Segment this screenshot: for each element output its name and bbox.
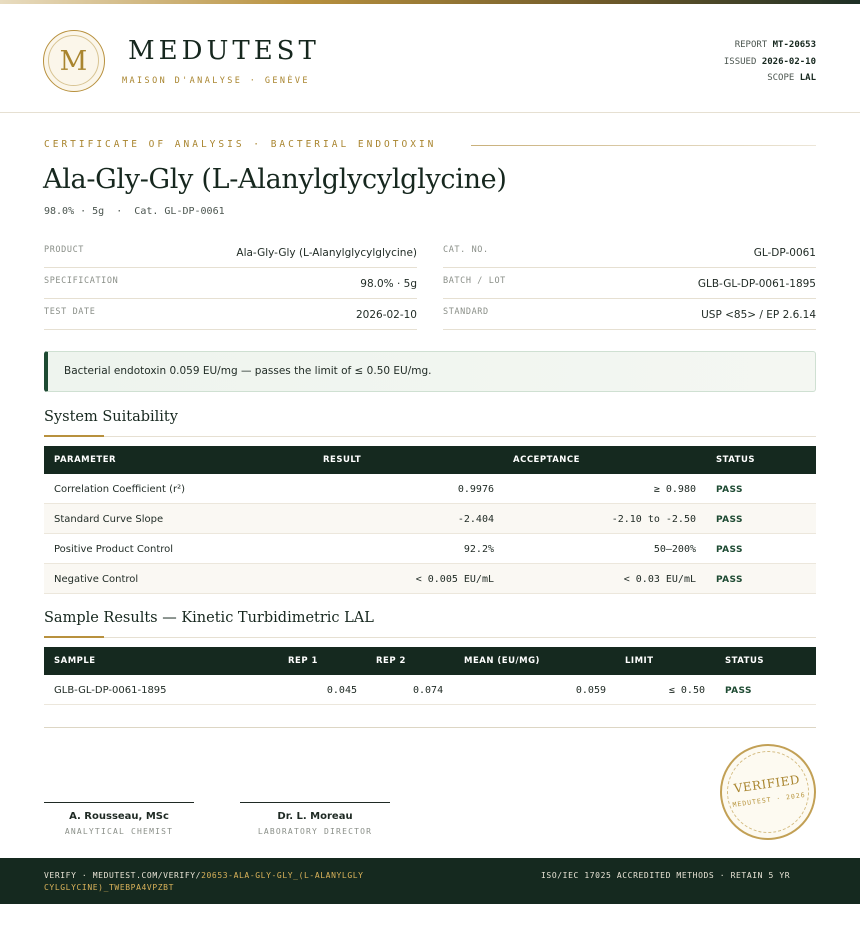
samples-section-title: Sample Results — Kinetic Turbidimetric LAL — [44, 610, 374, 626]
page-subtitle: 98.0% · 5g · Cat. GL-DP-0061 — [44, 206, 225, 217]
cell-result: < 0.005 EU/mL — [415, 574, 494, 585]
table-row — [44, 474, 816, 504]
column-header: STATUS — [716, 455, 756, 465]
cell-acceptance: -2.10 to -2.50 — [611, 514, 696, 525]
signature-name: Dr. L. Moreau — [277, 811, 353, 822]
report-meta — [724, 37, 816, 87]
signature-block — [44, 802, 194, 836]
info-value: 98.0% · 5g — [360, 278, 417, 290]
info-row — [44, 299, 417, 330]
verified-seal — [714, 738, 822, 846]
samples-table — [44, 647, 816, 705]
cell-parameter: Standard Curve Slope — [54, 514, 164, 525]
verify-code: 20653-ALA-GLY-GLY_(L-ALANYLGLYCYLGLYCINE)_TWEBPA4VPZBT — [44, 871, 364, 892]
info-row — [44, 268, 417, 299]
suitability-section-title: System Suitability — [44, 409, 178, 425]
result-banner — [44, 351, 816, 392]
column-header: RESULT — [323, 455, 362, 465]
document-kicker: CERTIFICATE OF ANALYSIS · BACTERIAL ENDOTOXIN — [44, 139, 437, 150]
status-badge: PASS — [716, 515, 743, 525]
cell-parameter: Correlation Coefficient (r²) — [54, 484, 186, 495]
table-row — [44, 675, 816, 705]
column-header: PARAMETER — [54, 455, 117, 465]
info-value: USP <85> / EP 2.6.14 — [701, 309, 816, 321]
signature-block — [240, 802, 390, 836]
info-label: PRODUCT — [44, 245, 85, 255]
kicker-divider — [471, 145, 816, 146]
brand-logo — [43, 30, 105, 92]
info-label: TEST DATE — [44, 307, 96, 317]
status-badge: PASS — [725, 686, 752, 696]
section-accent — [44, 636, 104, 638]
cell-result: 0.9976 — [457, 484, 494, 495]
verify-prefix: VERIFY · MEDUTEST.COM/VERIFY/ — [44, 871, 202, 880]
column-header: REP 2 — [376, 656, 406, 666]
column-header: REP 1 — [288, 656, 318, 666]
column-header: SAMPLE — [54, 656, 96, 666]
column-header: STATUS — [725, 656, 765, 666]
cell-sample: GLB-GL-DP-0061-1895 — [54, 685, 167, 696]
seal-text: VERIFIED — [732, 772, 801, 796]
info-value: 2026-02-10 — [355, 309, 417, 321]
page-footer — [0, 858, 860, 904]
info-row — [443, 299, 816, 330]
info-label: CAT. NO. — [443, 245, 489, 255]
cell-result: -2.404 — [457, 514, 494, 525]
cell-acceptance: 50–200% — [653, 544, 696, 555]
section-divider — [44, 436, 816, 437]
table-header — [44, 647, 816, 675]
cell-mean: 0.059 — [575, 685, 606, 696]
cell-parameter: Positive Product Control — [54, 544, 174, 555]
page-title: Ala-Gly-Gly (L-Alanylglycylglycine) — [43, 164, 507, 195]
cell-result: 92.2% — [463, 544, 494, 555]
cell-rep2: 0.074 — [413, 685, 444, 696]
column-header: MEAN (EU/MG) — [464, 656, 540, 666]
signature-name: A. Rousseau, MSc — [69, 811, 169, 822]
status-badge: PASS — [716, 485, 743, 495]
info-grid-left — [44, 237, 417, 330]
section-divider — [44, 637, 816, 638]
info-value: Ala-Gly-Gly (L-Alanylglycylglycine) — [236, 247, 417, 259]
cell-acceptance: < 0.03 EU/mL — [623, 574, 696, 585]
status-badge: PASS — [716, 575, 743, 585]
info-value: GL-DP-0061 — [753, 247, 816, 259]
column-header: ACCEPTANCE — [513, 455, 580, 465]
suitability-table — [44, 446, 816, 594]
brand-tagline: MAISON D'ANALYSE · GENÈVE — [122, 76, 310, 86]
footer-note: ISO/IEC 17025 ACCREDITED METHODS · RETAIN 5 YR — [541, 871, 791, 880]
info-row — [443, 268, 816, 299]
signature-role: ANALYTICAL CHEMIST — [64, 827, 174, 836]
info-label: BATCH / LOT — [443, 276, 506, 286]
status-badge: PASS — [716, 545, 743, 555]
info-row — [443, 237, 816, 268]
table-row — [44, 564, 816, 594]
logo-letter: M — [48, 35, 99, 86]
info-label: STANDARD — [443, 307, 489, 317]
info-label: SPECIFICATION — [44, 276, 119, 286]
info-grid-right — [443, 237, 816, 330]
seal-subtext: MEDUTEST · 2026 — [732, 790, 807, 810]
signature-divider — [44, 727, 816, 728]
cell-limit: ≤ 0.50 — [668, 685, 705, 696]
result-banner-text: Bacterial endotoxin 0.059 EU/mg — passes the limit of ≤ 0.50 EU/mg. — [64, 365, 432, 377]
meta-report: REPORT MT-20653 — [734, 40, 816, 50]
table-row — [44, 534, 816, 564]
report-header — [0, 4, 860, 113]
verify-link[interactable] — [44, 870, 364, 894]
info-value: GLB-GL-DP-0061-1895 — [697, 278, 816, 290]
cell-rep1: 0.045 — [326, 685, 357, 696]
info-row — [44, 237, 417, 268]
table-header — [44, 446, 816, 474]
cell-parameter: Negative Control — [54, 574, 139, 585]
column-header: LIMIT — [625, 656, 654, 666]
brand-name: MEDUTEST — [128, 36, 320, 66]
signature-role: LABORATORY DIRECTOR — [257, 827, 373, 836]
section-accent — [44, 435, 104, 437]
meta-issued: ISSUED 2026-02-10 — [723, 56, 816, 67]
cell-acceptance: ≥ 0.980 — [653, 484, 696, 495]
meta-scope: SCOPE LAL — [767, 73, 816, 83]
table-row — [44, 504, 816, 534]
